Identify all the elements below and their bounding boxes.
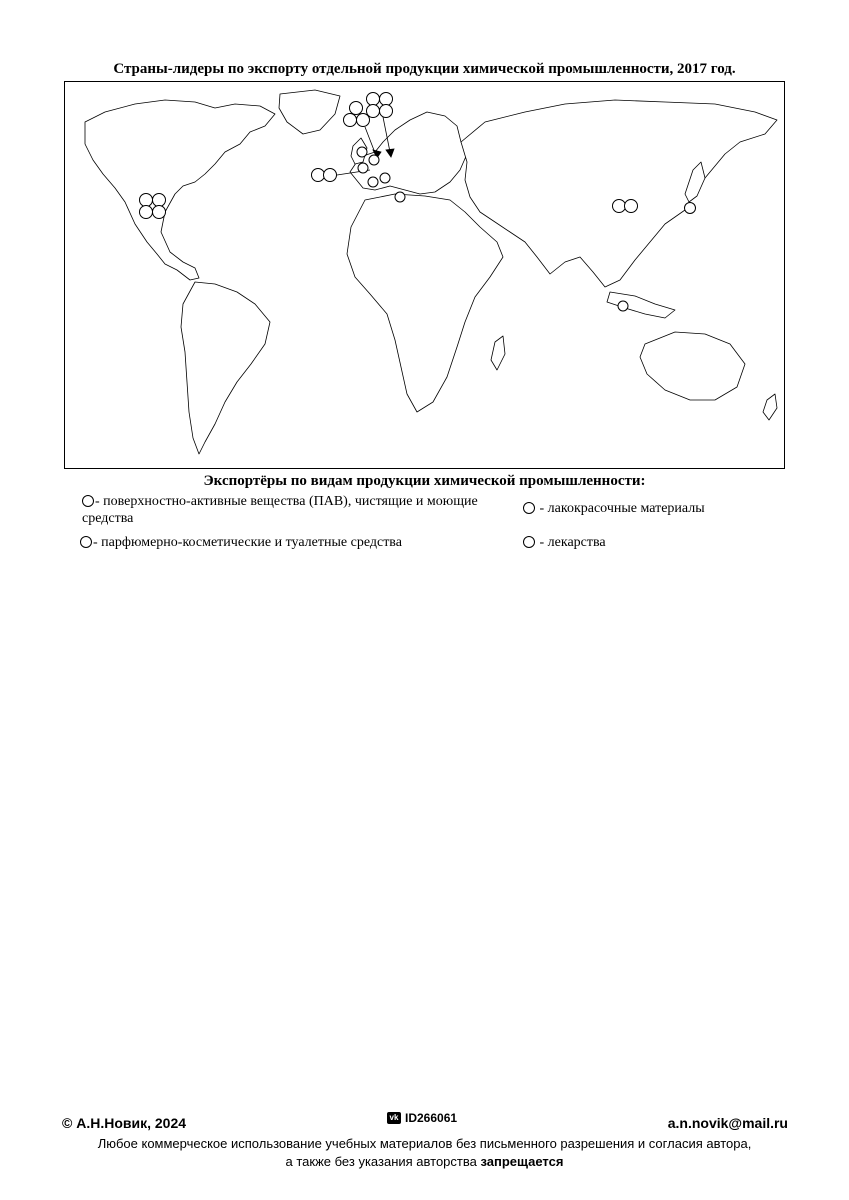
vk-icon: vk bbox=[387, 1112, 401, 1124]
usa-exporter-circle-4 bbox=[153, 206, 166, 219]
vk-id-link[interactable] bbox=[387, 1111, 457, 1125]
usa-exporter-circle-3 bbox=[140, 206, 153, 219]
madagascar bbox=[491, 336, 505, 370]
uk-circle bbox=[357, 147, 367, 157]
netherlands-circle bbox=[369, 155, 379, 165]
europe-label-circle-4 bbox=[367, 93, 380, 106]
japan-circle bbox=[685, 203, 696, 214]
belgium-circle bbox=[358, 163, 368, 173]
author-email[interactable]: a.n.novik@mail.ru bbox=[667, 1115, 788, 1131]
continent-south-america bbox=[181, 282, 270, 454]
singapore-circle bbox=[618, 301, 628, 311]
continent-africa bbox=[347, 194, 503, 412]
italy-circle bbox=[395, 192, 405, 202]
usa-exporter-circle-2 bbox=[153, 194, 166, 207]
world-map bbox=[64, 81, 785, 469]
indonesia bbox=[607, 292, 675, 318]
usage-note-forbidden: запрещается bbox=[480, 1154, 564, 1169]
china-circle-1 bbox=[613, 200, 626, 213]
page-title: Страны-лидеры по экспорту отдельной продукции химической промышленности, 2017 год. bbox=[113, 61, 736, 77]
continent-north-america bbox=[85, 100, 275, 280]
copyright: © А.Н.Новик, 2024 bbox=[62, 1115, 187, 1131]
west-europe-circle-1 bbox=[312, 169, 325, 182]
legend-item-label: - парфюмерно-косметические и туалетные средства bbox=[93, 535, 402, 550]
legend-item-label: - лакокрасочные материалы bbox=[539, 501, 705, 516]
europe-label-circle-7 bbox=[380, 105, 393, 118]
legend-item-label: - лекарства bbox=[539, 535, 606, 550]
legend-title: Экспортёры по видам продукции химической промышленности: bbox=[203, 473, 646, 489]
circle-icon bbox=[80, 536, 92, 548]
circle-icon bbox=[523, 502, 535, 514]
europe-label-circle-3 bbox=[357, 114, 370, 127]
legend-item-paints bbox=[523, 500, 783, 517]
usa-exporter-circle-1 bbox=[140, 194, 153, 207]
west-europe-circle-2 bbox=[324, 169, 337, 182]
europe-label-circle-5 bbox=[380, 93, 393, 106]
world-map-outline bbox=[65, 82, 784, 468]
europe-label-circle-1 bbox=[350, 102, 363, 115]
legend-item-medicines bbox=[523, 534, 723, 551]
new-zealand bbox=[763, 394, 777, 420]
circle-icon bbox=[82, 495, 94, 507]
vk-id: ID266061 bbox=[405, 1111, 458, 1125]
usage-note-line-1: Любое коммерческое использование учебных материалов без письменного разрешения и согласия автора, bbox=[97, 1136, 752, 1151]
europe-label-circle-2 bbox=[344, 114, 357, 127]
legend-item-cosmetics bbox=[80, 534, 500, 551]
germany-circle bbox=[380, 173, 390, 183]
europe-label-circle-6 bbox=[367, 105, 380, 118]
china-circle-2 bbox=[625, 200, 638, 213]
usage-note-prefix: а также без указания авторства bbox=[285, 1154, 481, 1169]
usage-note-line-2 bbox=[0, 1154, 849, 1169]
greenland bbox=[279, 90, 340, 134]
continent-asia bbox=[461, 100, 777, 287]
legend-item-label: - поверхностно-активные вещества (ПАВ), чистящие и моющие средства bbox=[82, 494, 478, 526]
legend-item-surfactants bbox=[82, 493, 502, 527]
france-circle bbox=[368, 177, 378, 187]
continent-australia bbox=[640, 332, 745, 400]
circle-icon bbox=[523, 536, 535, 548]
